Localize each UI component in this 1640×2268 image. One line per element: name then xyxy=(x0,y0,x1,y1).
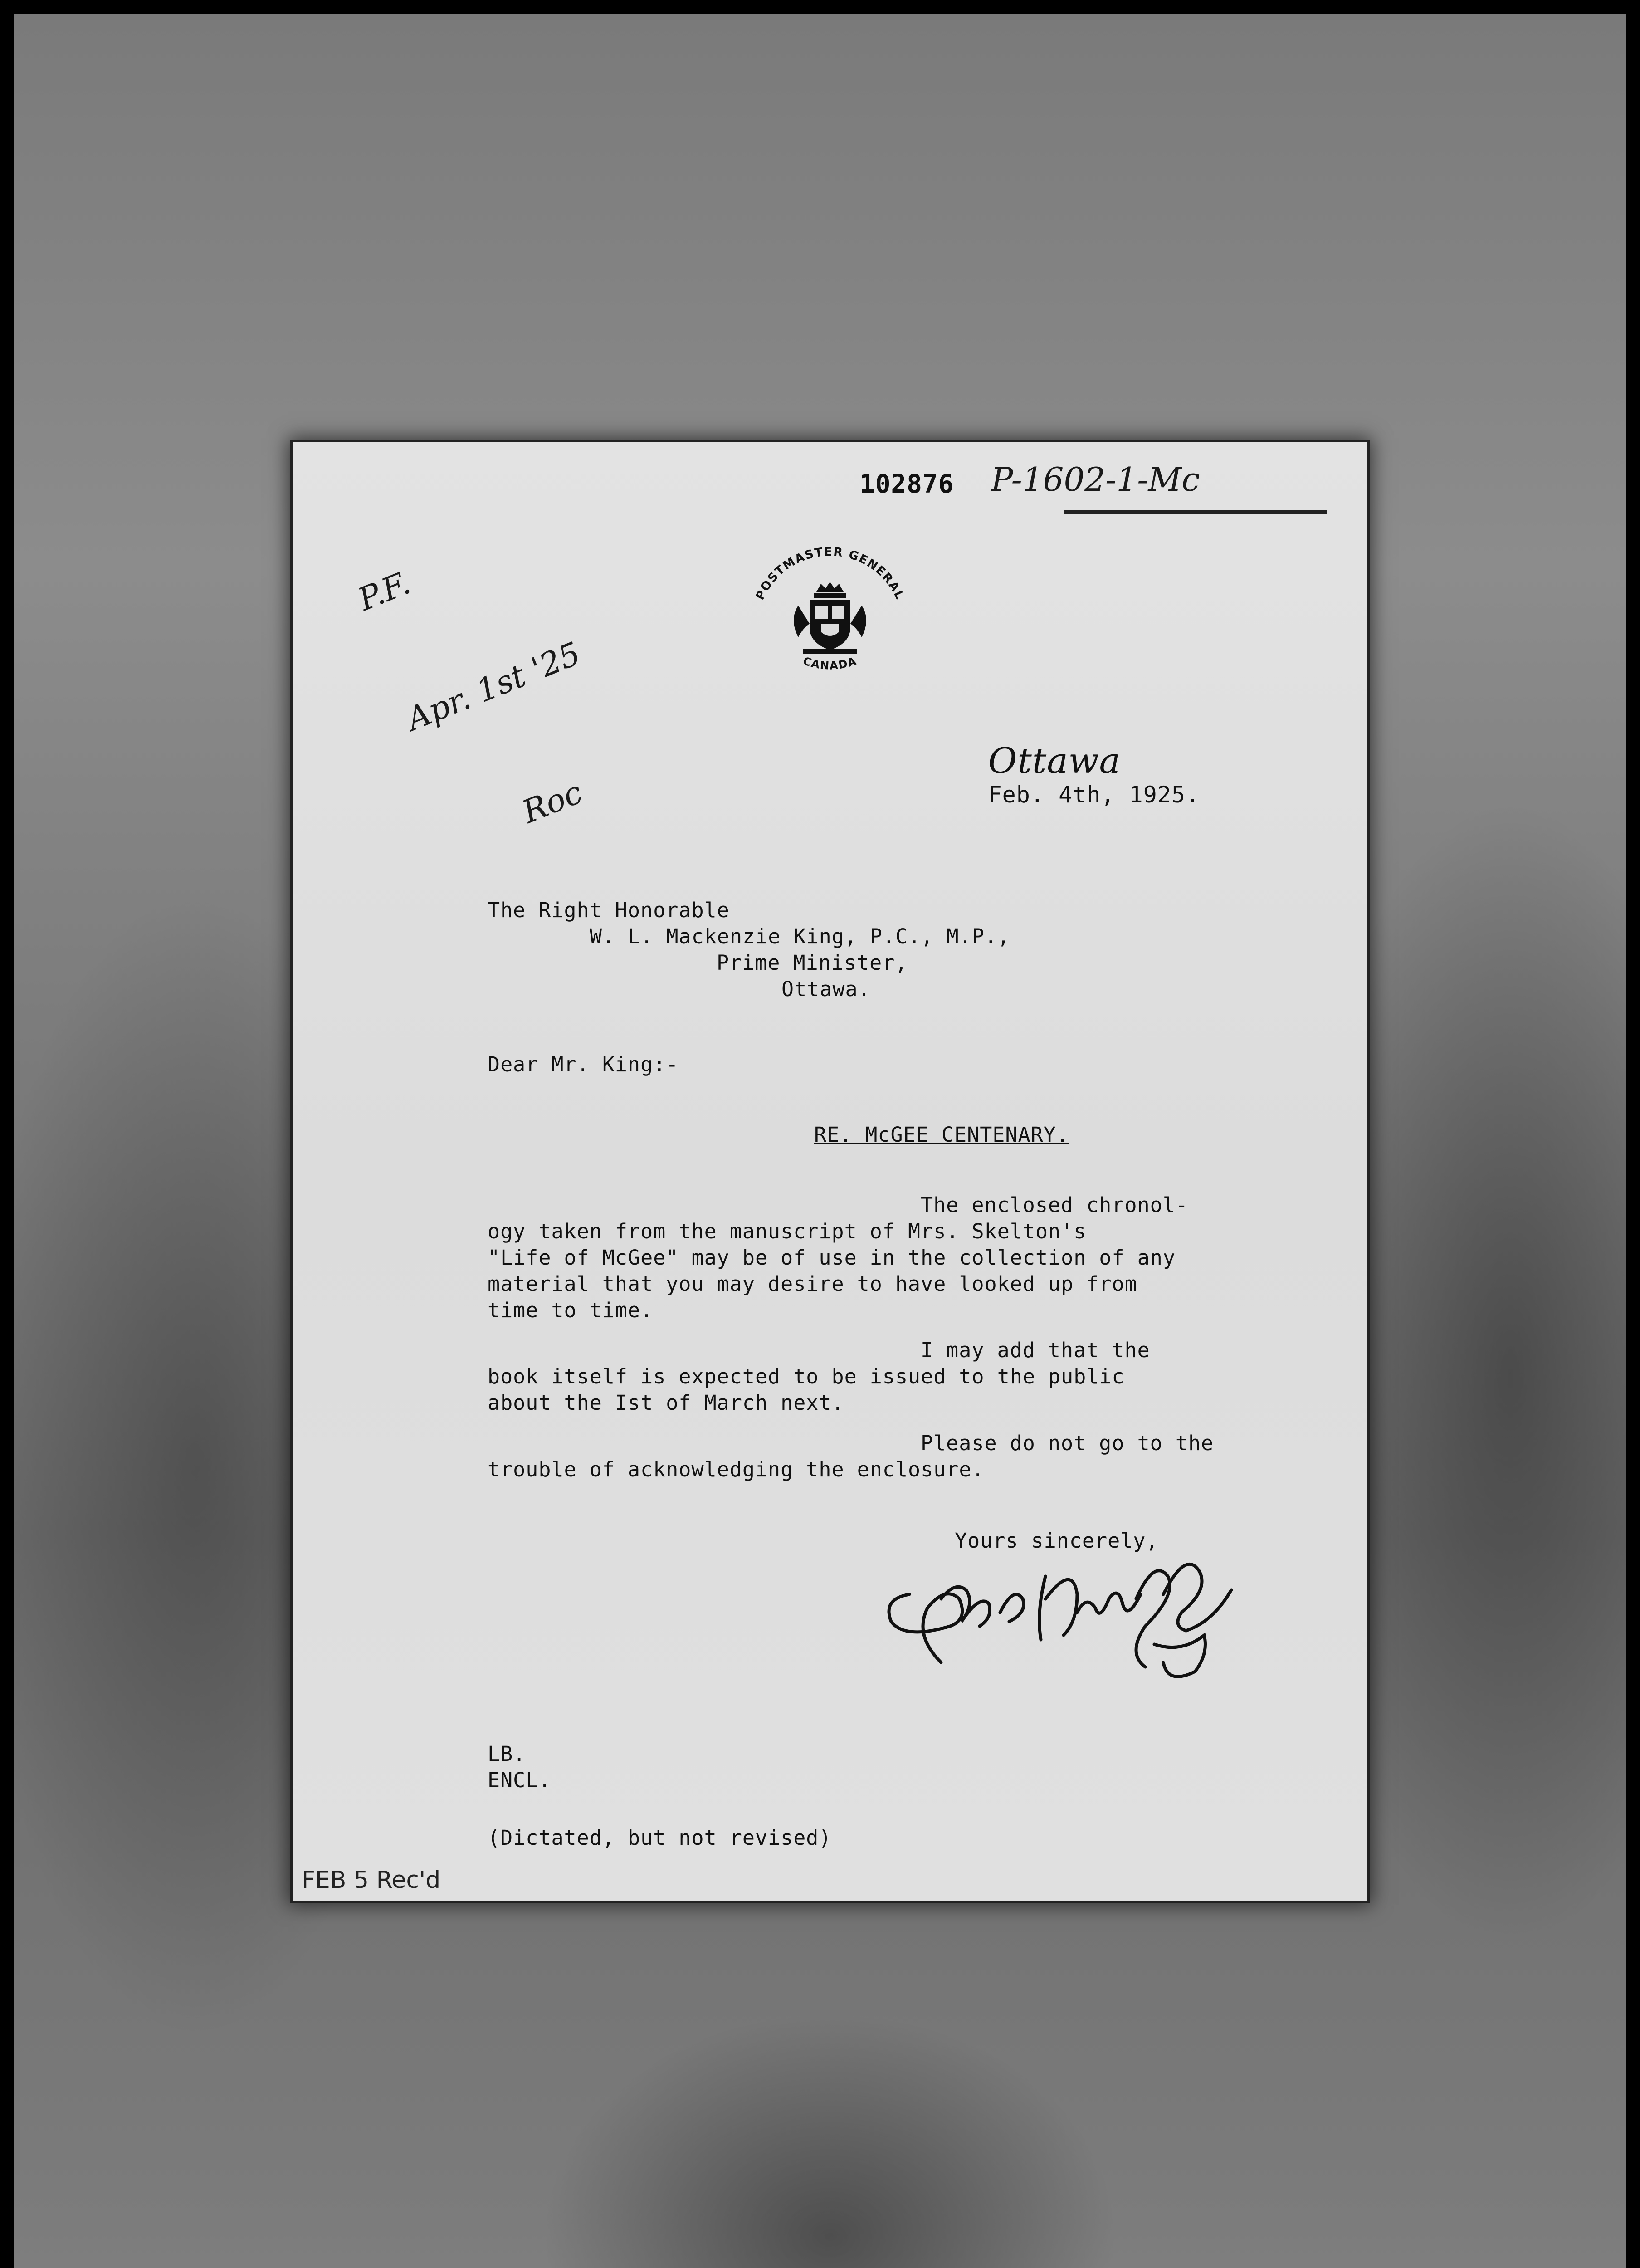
body-line: "Life of McGee" may be of use in the collection of any xyxy=(488,1246,1176,1270)
recipient-line: Ottawa. xyxy=(781,977,871,1001)
body-line: about the Ist of March next. xyxy=(488,1391,844,1415)
salutation: Dear Mr. King:- xyxy=(488,1052,679,1076)
handwritten-file-code: P-1602-1-Mc xyxy=(991,460,1200,499)
body-line: trouble of acknowledging the enclosure. xyxy=(488,1457,985,1481)
initials-line: ENCL. xyxy=(488,1768,552,1792)
body-line: ogy taken from the manuscript of Mrs. Skelton's xyxy=(488,1219,1087,1243)
handwritten-signature xyxy=(882,1545,1254,1685)
initials-line: LB. xyxy=(488,1742,526,1766)
footer-note: (Dictated, but not revised) xyxy=(488,1826,832,1850)
crest-top-text: POSTMASTER GENERAL xyxy=(753,545,907,602)
recipient-line: The Right Honorable xyxy=(488,898,730,922)
margin-note-line: P.F. xyxy=(353,564,415,618)
handwritten-margin-note xyxy=(320,432,668,941)
body-line: Please do not go to the xyxy=(921,1431,1214,1455)
subject-line: RE. McGEE CENTENARY. xyxy=(814,1123,1069,1147)
svg-text:CANADA xyxy=(801,655,859,672)
closing: Yours sincerely, xyxy=(955,1529,1159,1553)
body-line: book itself is expected to be issued to the public xyxy=(488,1364,1125,1388)
place-and-date xyxy=(912,717,1200,832)
recipient-line: Prime Minister, xyxy=(717,951,908,975)
crest-bottom-text: CANADA xyxy=(801,654,859,672)
letter-page xyxy=(293,442,1367,1901)
margin-note-line: Apr. 1st '25 xyxy=(401,635,586,738)
body-line: The enclosed chronol- xyxy=(921,1193,1188,1217)
recipient-line: W. L. Mackenzie King, P.C., M.P., xyxy=(590,924,1010,948)
document-number: 102876 xyxy=(859,469,954,499)
archive-photo-background xyxy=(14,14,1626,2268)
postmaster-general-crest-icon xyxy=(730,542,930,678)
body-line: material that you may desire to have looked up from xyxy=(488,1272,1137,1296)
received-stamp: FEB 5 Rec'd xyxy=(302,1867,441,1894)
body-line: I may add that the xyxy=(921,1338,1150,1362)
file-code-underline xyxy=(1064,510,1327,514)
letter-date: Feb. 4th, 1925. xyxy=(988,782,1200,808)
body-line: time to time. xyxy=(488,1298,654,1322)
margin-note-line: Roc xyxy=(517,773,588,831)
place: Ottawa xyxy=(988,741,1121,782)
